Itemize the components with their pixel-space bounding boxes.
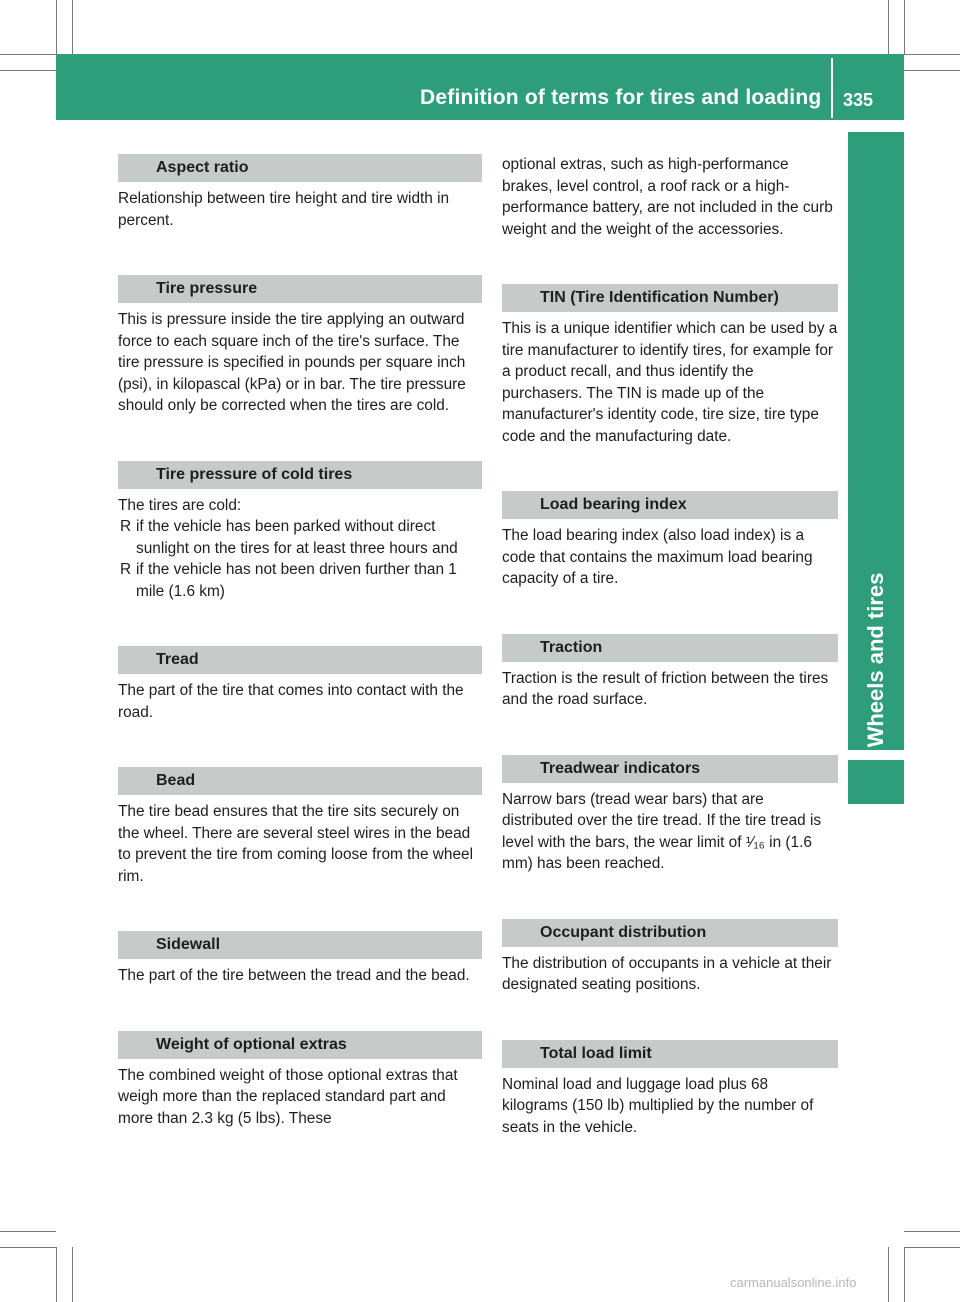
bullet-icon: R	[120, 561, 132, 578]
term-definition	[118, 495, 482, 603]
header-divider	[831, 58, 833, 118]
term-definition: This is pressure inside the tire applying an outward force to each square inch of the tire's surface. The tire pressure is specified in pounds per square inch (psi), in kilopascal (kPa) or in bar. The tire pressure should only be corrected when the tires are cold.	[118, 311, 466, 414]
list-item-text: if the vehicle has been parked without direct sunlight on the tires for at least three hours and	[136, 518, 458, 557]
list-item	[118, 559, 482, 602]
crop-mark	[904, 1231, 960, 1232]
left-column	[118, 154, 482, 1173]
crop-mark	[904, 70, 960, 71]
term-definition: The load bearing index (also load index) is a code that contains the maximum load bearing capacity of a tire.	[502, 527, 813, 587]
section-tab-block	[848, 760, 904, 804]
crop-mark	[904, 1247, 905, 1302]
term-optional-extras	[118, 1031, 482, 1130]
term-optional-extras-continued	[502, 154, 838, 240]
term-heading: TIN (Tire Identification Number)	[502, 284, 838, 312]
list-item-text: if the vehicle has not been driven further than 1 mile (1.6 km)	[136, 561, 457, 600]
term-definition: The tire bead ensures that the tire sits securely on the wheel. There are several steel wires in the bead to prevent the tire from coming loose from the wheel rim.	[118, 803, 474, 885]
term-aspect-ratio	[118, 154, 482, 231]
crop-mark	[0, 1247, 56, 1248]
list-item	[118, 516, 482, 559]
term-traction	[502, 634, 838, 711]
term-tire-pressure	[118, 275, 482, 417]
crop-mark	[904, 54, 960, 55]
crop-mark	[72, 1247, 73, 1302]
term-treadwear-indicators	[502, 755, 838, 875]
crop-mark	[0, 1231, 56, 1232]
crop-mark	[888, 1247, 889, 1302]
term-heading: Tread	[118, 646, 482, 674]
term-definition: Narrow bars (tread wear bars) that are distributed over the tire tread. If the tire tread is level with the bars, the wear limit of ¹⁄₁₆ in (1.6 mm) has been reached.	[502, 790, 822, 872]
term-definition: This is a unique identifier which can be used by a tire manufacturer to identify tires, for example for a product recall, and thus identify the purchasers. The TIN is made up of the manufacturer's identity code, tire size, tire type code and the manufacturing date.	[502, 320, 838, 445]
crop-mark	[56, 0, 57, 54]
term-heading: Tire pressure of cold tires	[118, 461, 482, 489]
term-heading: Treadwear indicators	[502, 755, 838, 783]
page-title: Definition of terms for tires and loading	[420, 86, 822, 109]
crop-mark	[888, 0, 889, 54]
term-definition: optional extras, such as high-performance brakes, level control, a roof rack or a high-performance battery, are not included in the curb weight and the weight of the accessories.	[502, 156, 833, 238]
term-definition: The part of the tire that comes into contact with the road.	[118, 682, 464, 721]
crop-mark	[904, 1247, 960, 1248]
term-total-load-limit	[502, 1040, 838, 1139]
term-heading: Load bearing index	[502, 491, 838, 519]
term-heading: Tire pressure	[118, 275, 482, 303]
term-heading: Traction	[502, 634, 838, 662]
crop-mark	[904, 0, 905, 54]
term-sidewall	[118, 931, 482, 987]
term-definition: Traction is the result of friction between the tires and the road surface.	[502, 669, 829, 708]
term-tread	[118, 646, 482, 723]
right-column	[502, 154, 838, 1182]
term-heading: Sidewall	[118, 931, 482, 959]
crop-mark	[72, 0, 73, 54]
page-number: 335	[843, 90, 874, 110]
bullet-icon: R	[120, 518, 132, 535]
term-intro: The tires are cold:	[118, 496, 242, 514]
crop-mark	[0, 70, 56, 71]
term-cold-tires	[118, 461, 482, 603]
term-definition: The combined weight of those optional extras that weigh more than the replaced standard part and more than 2.3 kg (5 lbs). These	[118, 1066, 458, 1127]
term-definition: Relationship between tire height and tire width in percent.	[118, 190, 450, 229]
term-definition: The distribution of occupants in a vehicle at their designated seating positions.	[502, 954, 832, 993]
watermark: carmanualsonline.info	[730, 1275, 857, 1290]
section-tab-label: Wheels and tires	[863, 572, 888, 748]
crop-mark	[56, 1247, 57, 1302]
term-heading: Aspect ratio	[118, 154, 482, 182]
term-tin	[502, 284, 838, 447]
term-definition: Nominal load and luggage load plus 68 kilograms (150 lb) multiplied by the number of seats in the vehicle.	[502, 1075, 814, 1136]
term-occupant-distribution	[502, 919, 838, 996]
term-heading: Bead	[118, 767, 482, 795]
term-heading: Total load limit	[502, 1040, 838, 1068]
term-bead	[118, 767, 482, 887]
crop-mark	[0, 54, 56, 55]
term-heading: Occupant distribution	[502, 919, 838, 947]
term-heading: Weight of optional extras	[118, 1031, 482, 1059]
term-definition: The part of the tire between the tread and the bead.	[118, 967, 470, 984]
term-load-bearing-index	[502, 491, 838, 590]
